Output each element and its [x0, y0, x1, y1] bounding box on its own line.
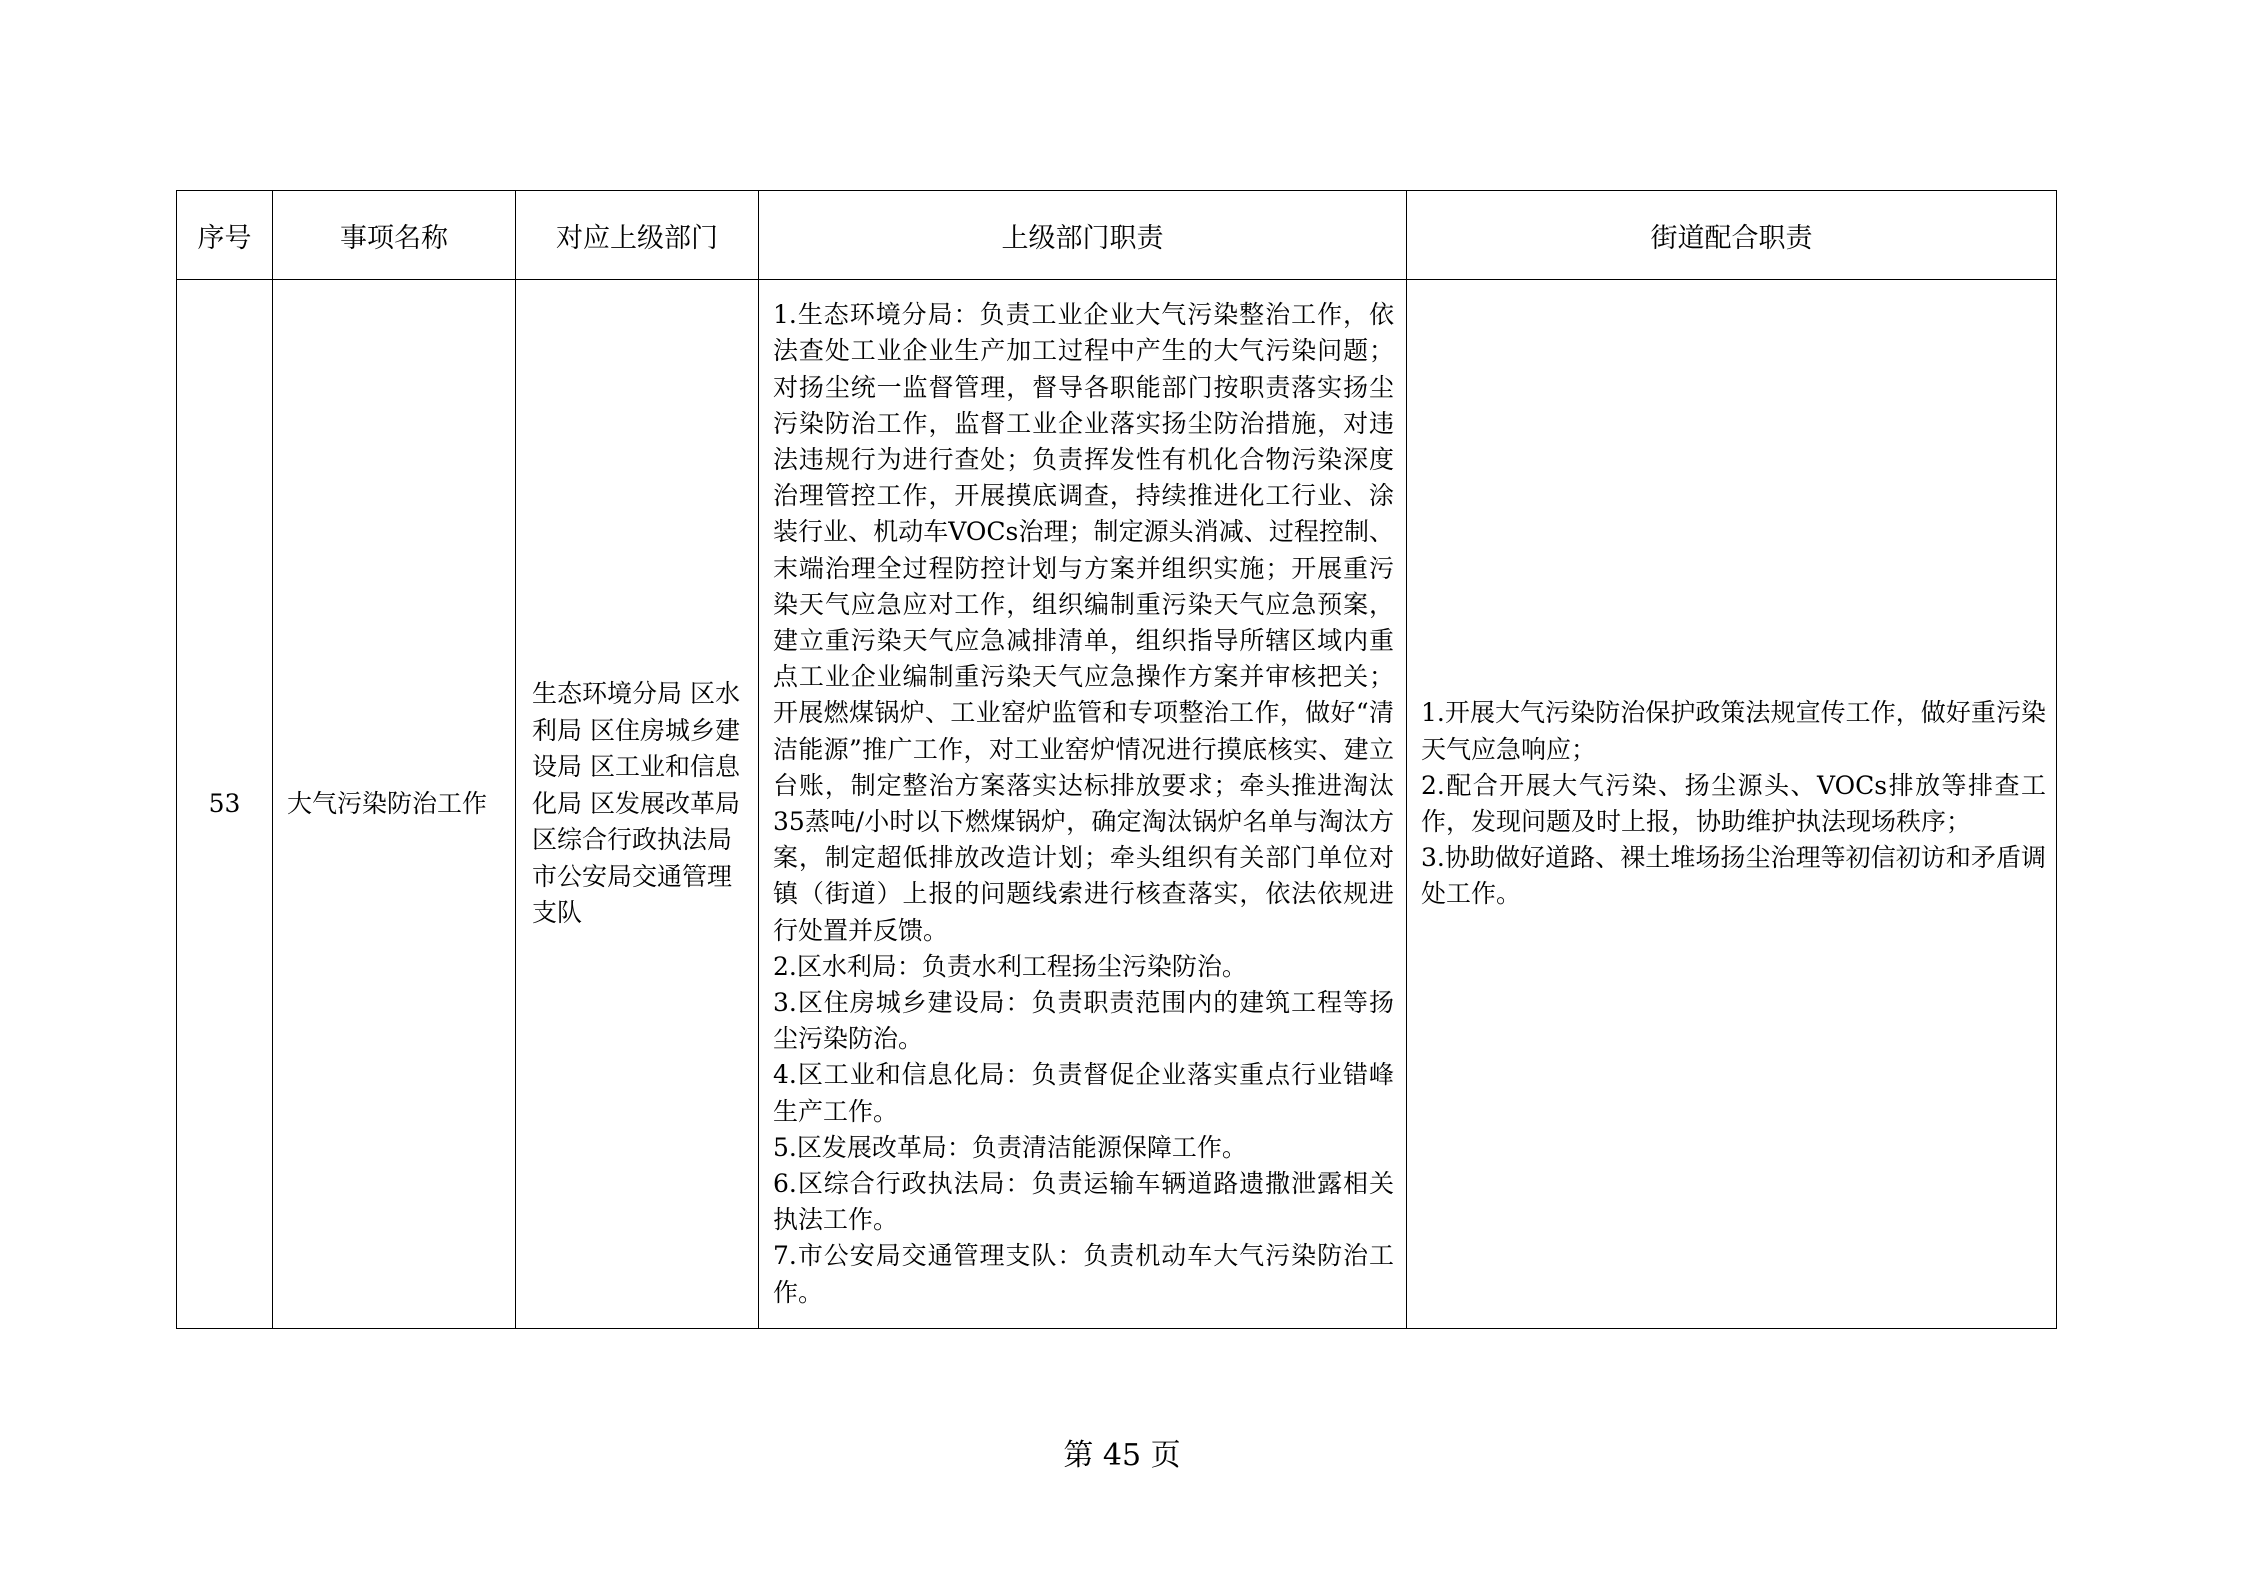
item-name-text: 大气污染防治工作: [287, 788, 488, 818]
street-duty-paragraph: 3.协助做好道路、裸土堆场扬尘治理等初信初访和矛盾调处工作。: [1421, 843, 2046, 909]
header-superior-duty: 上级部门职责: [759, 191, 1407, 280]
page-number: 第 45 页: [1063, 1438, 1181, 1473]
header-item-name: 事项名称: [273, 191, 516, 280]
duty-paragraph: 4.区工业和信息化局：负责督促企业落实重点行业错峰生产工作。: [773, 1060, 1394, 1126]
header-seq: 序号: [177, 191, 273, 280]
street-duty-paragraph: 1.开展大气污染防治保护政策法规宣传工作，做好重污染天气应急响应；: [1421, 698, 2046, 764]
duty-paragraph: 7.市公安局交通管理支队：负责机动车大气污染防治工作。: [773, 1241, 1394, 1307]
table-body: [177, 280, 2057, 1329]
duty-paragraph: 6.区综合行政执法局：负责运输车辆道路遗撒泄露相关执法工作。: [773, 1169, 1394, 1235]
header-superior-dept: 对应上级部门: [516, 191, 759, 280]
table-header: [177, 191, 2057, 280]
cell-superior-dept: [516, 280, 759, 1329]
cell-seq: 53: [177, 280, 273, 1329]
duty-table: [176, 190, 2057, 1329]
duty-paragraph: 2.区水利局：负责水利工程扬尘污染防治。: [773, 951, 1247, 981]
superior-duty-list: [759, 297, 1406, 1311]
superior-dept-text: 生态环境分局 区水利局 区住房城乡建设局 区工业和信息化局 区发展改革局 区综合行政执法局 市公安局交通管理支队: [532, 679, 740, 928]
duty-paragraph: 3.区住房城乡建设局：负责职责范围内的建筑工程等扬尘污染防治。: [773, 988, 1394, 1054]
street-duty-list: [1407, 695, 2056, 912]
header-street-duty: 街道配合职责: [1407, 191, 2057, 280]
header-row: [177, 191, 2057, 280]
duty-paragraph: 1.生态环境分局：负责工业企业大气污染整治工作，依法查处工业企业生产加工过程中产生的大气污染问题；对扬尘统一监督管理，督导各职能部门按职责落实扬尘污染防治工作，监督工业企业落实扬尘防治措施，对违法违规行为进行查处；负责挥发性有机化合物污染深度治理管控工作，开展摸底调查，持续推进化工行业、涂装行业、机动车VOCs治理；制定源头消减、过程控制、末端治理全过程防控计划与方案并组织实施；开展重污染天气应急应对工作，组织编制重污染天气应急预案，建立重污染天气应急减排清单，组织指导所辖区域内重点工业企业编制重污染天气应急操作方案并审核把关；开展燃煤锅炉、工业窑炉监管和专项整治工作，做好“清洁能源”推广工作，对工业窑炉情况进行摸底核实、建立台账，制定整治方案落实达标排放要求；牵头推进淘汰35蒸吨/小时以下燃煤锅炉，确定淘汰锅炉名单与淘汰方案，制定超低排放改造计划；牵头组织有关部门单位对镇（街道）上报的问题线索进行核查落实，依法依规进行处置并反馈。: [773, 300, 1394, 945]
table-row: [177, 280, 2057, 1329]
street-duty-paragraph: 2.配合开展大气污染、扬尘源头、VOCs排放等排查工作，发现问题及时上报，协助维护执法现场秩序；: [1421, 770, 2046, 836]
cell-superior-duty: [759, 280, 1407, 1329]
cell-item-name: [273, 280, 516, 1329]
duty-paragraph: 5.区发展改革局：负责清洁能源保障工作。: [773, 1132, 1247, 1162]
cell-street-duty: [1407, 280, 2057, 1329]
